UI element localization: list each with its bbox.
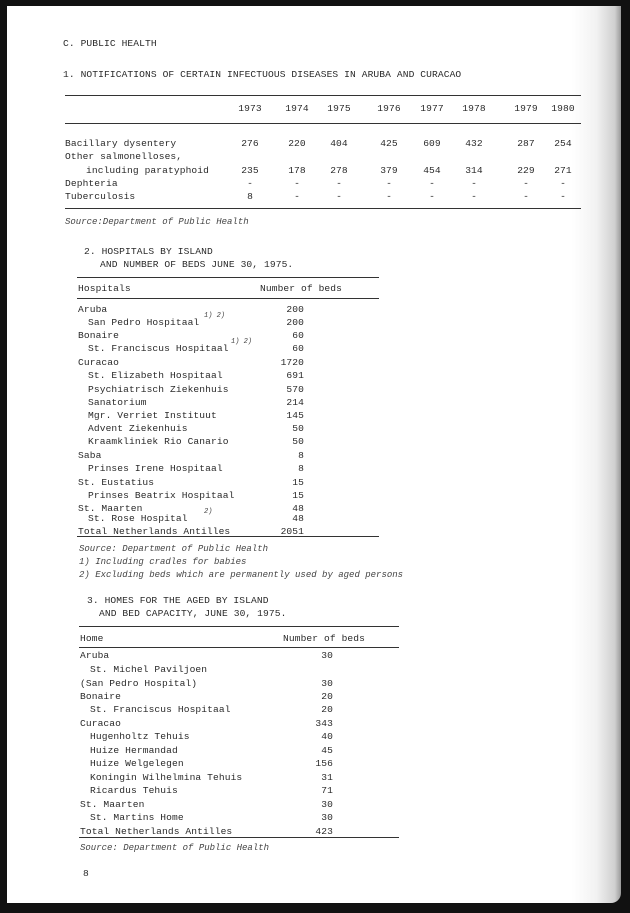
row-label: Total Netherlands Antilles xyxy=(80,826,233,837)
table3-bottom-rule xyxy=(79,837,399,838)
row-label: Aruba xyxy=(78,304,108,315)
table2-footnote-1: 1) Including cradles for babies xyxy=(79,557,247,567)
cell: - xyxy=(429,178,435,189)
document-page xyxy=(7,6,621,903)
cell: - xyxy=(386,191,392,202)
table3-source: Source: Department of Public Health xyxy=(80,843,270,853)
row-value: 15 xyxy=(292,490,304,501)
row-value: 8 xyxy=(298,463,304,474)
year-header: 1976 xyxy=(377,103,401,114)
row-label: St. Martins Home xyxy=(90,812,184,823)
row-value: 30 xyxy=(321,678,333,689)
year-header: 1977 xyxy=(420,103,444,114)
row-label: Hugenholtz Tehuis xyxy=(90,731,190,742)
cell: 609 xyxy=(423,138,441,149)
cell: 287 xyxy=(517,138,535,149)
cell: - xyxy=(336,191,342,202)
row-label: Curacao xyxy=(80,718,122,729)
table1-title: 1. NOTIFICATIONS OF CERTAIN INFECTUOUS DISEASES IN ARUBA AND CURACAO xyxy=(63,69,462,80)
row-label: St. Maarten xyxy=(78,503,143,514)
row-value: 31 xyxy=(321,772,333,783)
cell: 276 xyxy=(241,138,259,149)
cell: - xyxy=(247,178,253,189)
row-value: 48 xyxy=(292,513,304,524)
table2-title-line2: AND NUMBER OF BEDS JUNE 30, 1975. xyxy=(100,259,294,270)
row-value: 45 xyxy=(321,745,333,756)
table2-title-line1: 2. HOSPITALS BY ISLAND xyxy=(84,246,213,257)
row-value: 50 xyxy=(292,436,304,447)
row-label: St. Eustatius xyxy=(78,477,155,488)
row-label: Psychiatrisch Ziekenhuis xyxy=(88,384,229,395)
cell: - xyxy=(523,191,529,202)
row-value: 145 xyxy=(286,410,304,421)
row-value: 423 xyxy=(315,826,333,837)
row-value: 343 xyxy=(315,718,333,729)
table3-col-beds: Number of beds xyxy=(283,633,366,644)
row-value: 71 xyxy=(321,785,333,796)
year-header: 1978 xyxy=(462,103,486,114)
year-header: 1973 xyxy=(238,103,262,114)
row-value: 214 xyxy=(286,397,304,408)
row-label: Bonaire xyxy=(78,330,120,341)
row-value: 200 xyxy=(286,304,304,315)
row-value: 50 xyxy=(292,423,304,434)
row-value: 60 xyxy=(292,343,304,354)
row-label: Huize Welgelegen xyxy=(90,758,184,769)
table2-top-rule xyxy=(77,277,379,278)
row-value: 20 xyxy=(321,691,333,702)
row-label: Koningin Wilhelmina Tehuis xyxy=(90,772,243,783)
row-label: Dephteria xyxy=(65,178,118,189)
row-value: 200 xyxy=(286,317,304,328)
table3-header-rule xyxy=(79,647,399,648)
row-value: 20 xyxy=(321,704,333,715)
row-label: Saba xyxy=(78,450,102,461)
row-label: Kraamkliniek Rio Canario xyxy=(88,436,229,447)
cell: 404 xyxy=(330,138,348,149)
row-value: 40 xyxy=(321,731,333,742)
table3-top-rule xyxy=(79,626,399,627)
cell: - xyxy=(294,178,300,189)
row-label: Total Netherlands Antilles xyxy=(78,526,231,537)
table2-col-hospitals: Hospitals xyxy=(78,283,131,294)
table1-source: Source:Department of Public Health xyxy=(65,217,249,227)
table2-col-beds: Number of beds xyxy=(260,283,343,294)
cell: 8 xyxy=(247,191,253,202)
row-value: 691 xyxy=(286,370,304,381)
row-value: 30 xyxy=(321,799,333,810)
row-label: Bonaire xyxy=(80,691,122,702)
row-value: 8 xyxy=(298,450,304,461)
cell: 432 xyxy=(465,138,483,149)
cell: 314 xyxy=(465,165,483,176)
cell: - xyxy=(560,191,566,202)
row-label: (San Pedro Hospital) xyxy=(80,678,198,689)
row-value: 570 xyxy=(286,384,304,395)
row-label: Other salmonelloses, xyxy=(65,151,183,162)
row-value: 30 xyxy=(321,650,333,661)
table2-source: Source: Department of Public Health xyxy=(79,544,269,554)
row-value: 60 xyxy=(292,330,304,341)
row-label: Sanatorium xyxy=(88,397,147,408)
row-value: 48 xyxy=(292,503,304,514)
row-label: Advent Ziekenhuis xyxy=(88,423,188,434)
footnote-marker: 1) 2) xyxy=(231,338,253,346)
row-label: Ricardus Tehuis xyxy=(90,785,178,796)
year-header: 1975 xyxy=(327,103,351,114)
page-number: 8 xyxy=(83,868,89,879)
cell: - xyxy=(294,191,300,202)
row-label: St. Maarten xyxy=(80,799,145,810)
table2-footnote-2: 2) Excluding beds which are permanently used by aged persons xyxy=(79,570,404,580)
cell: 278 xyxy=(330,165,348,176)
row-label: St. Franciscus Hospitaal xyxy=(88,343,229,354)
table1-header-rule xyxy=(65,123,581,124)
cell: 254 xyxy=(554,138,572,149)
table3-title-line1: 3. HOMES FOR THE AGED BY ISLAND xyxy=(87,595,269,606)
row-value: 1720 xyxy=(280,357,304,368)
cell: 178 xyxy=(288,165,306,176)
year-header: 1979 xyxy=(514,103,538,114)
section-title: C. PUBLIC HEALTH xyxy=(63,38,157,49)
row-label: Prinses Beatrix Hospitaal xyxy=(88,490,235,501)
cell: - xyxy=(560,178,566,189)
cell: 454 xyxy=(423,165,441,176)
row-value: 30 xyxy=(321,812,333,823)
row-label: Aruba xyxy=(80,650,110,661)
row-label: including paratyphoid xyxy=(86,165,210,176)
year-header: 1980 xyxy=(551,103,575,114)
cell: 220 xyxy=(288,138,306,149)
row-label: Huize Hermandad xyxy=(90,745,178,756)
cell: - xyxy=(336,178,342,189)
cell: - xyxy=(429,191,435,202)
row-label: St. Elizabeth Hospitaal xyxy=(88,370,223,381)
row-label: Mgr. Verriet Instituut xyxy=(88,410,217,421)
cell: - xyxy=(523,178,529,189)
table2-header-rule xyxy=(77,298,379,299)
year-header: 1974 xyxy=(285,103,309,114)
row-label: San Pedro Hospitaal xyxy=(88,317,200,328)
row-label: Bacillary dysentery xyxy=(65,138,177,149)
table3-col-home: Home xyxy=(80,633,104,644)
table1-bottom-rule xyxy=(65,208,581,209)
row-value: 15 xyxy=(292,477,304,488)
cell: - xyxy=(471,178,477,189)
footnote-marker: 1) 2) xyxy=(204,312,226,320)
cell: 229 xyxy=(517,165,535,176)
footnote-marker: 2) xyxy=(204,508,213,516)
row-label: St. Franciscus Hospitaal xyxy=(90,704,231,715)
cell: 235 xyxy=(241,165,259,176)
row-value: 2051 xyxy=(280,526,304,537)
table2-bottom-rule xyxy=(77,536,379,537)
cell: 379 xyxy=(380,165,398,176)
row-label: St. Michel Paviljoen xyxy=(90,664,208,675)
row-value: 156 xyxy=(315,758,333,769)
row-label: St. Rose Hospital xyxy=(88,513,188,524)
cell: 425 xyxy=(380,138,398,149)
cell: - xyxy=(471,191,477,202)
cell: - xyxy=(386,178,392,189)
row-label: Prinses Irene Hospitaal xyxy=(88,463,223,474)
cell: 271 xyxy=(554,165,572,176)
table3-title-line2: AND BED CAPACITY, JUNE 30, 1975. xyxy=(99,608,287,619)
row-label: Tuberculosis xyxy=(65,191,136,202)
table1-top-rule xyxy=(65,95,581,96)
row-label: Curacao xyxy=(78,357,120,368)
